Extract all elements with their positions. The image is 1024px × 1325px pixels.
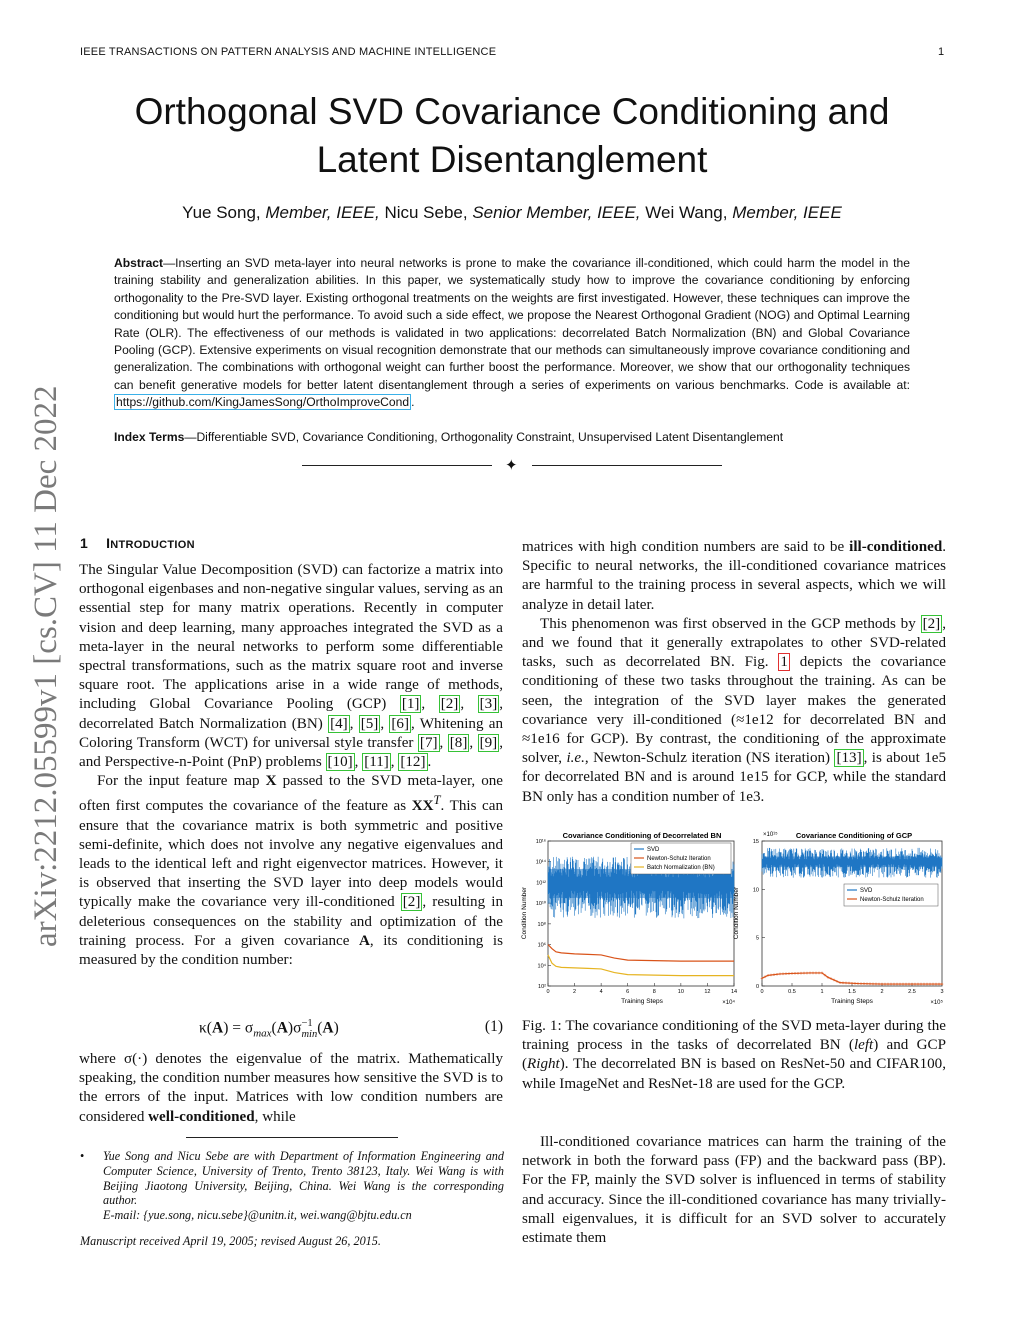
citation-link[interactable]: [13] [836,750,862,767]
figure-caption [522,1017,946,1094]
italic-text: Right [527,1056,560,1073]
separator-diamond-icon: ✦ [505,456,518,474]
math-run: ( [271,1019,277,1037]
text-run: , and we found that it generally extrapolates to other SVD-related tasks, such as decorrelated BN. Fig. [522,615,946,671]
paragraph-ill-conditioned [522,538,946,615]
paragraph-condition-number [79,1050,503,1127]
bold-term: well-conditioned [148,1108,255,1125]
series-newton-schulz-markers [761,972,944,986]
y-multiplier: ×10¹⁵ [763,832,778,838]
legend-label-ns: Newton-Schulz Iteration [647,856,711,862]
y-tick-label: 10⁴ [537,963,546,970]
x-tick-label: 3 [940,989,944,995]
running-header: IEEE TRANSACTIONS ON PATTERN ANALYSIS AND MACHINE INTELLIGENCE [80,46,497,58]
paragraph-covariance [79,772,503,970]
series-svd-band [762,848,942,878]
separator-line-right [532,465,722,466]
x-tick-label: 0 [546,989,550,995]
x-tick-label: 6 [626,989,630,995]
y-axis-label: Condition Number [733,886,740,940]
math-symbol: A [211,1019,224,1037]
equation-1 [79,1018,503,1040]
bold-term: ill-conditioned [849,539,943,555]
svd-band-core [763,856,941,867]
x-tick-label: 2 [880,989,884,995]
math-run: ) [333,1019,339,1037]
x-tick-label: 4 [599,989,603,995]
x-multiplier: ×10⁵ [930,1000,943,1006]
y-tick-label: 10 [752,887,759,894]
author-3: Wei Wang, [645,203,728,222]
legend-label-bn: Batch Normalization (BN) [647,865,715,871]
legend-label-svd: SVD [860,888,873,894]
math-symbol: A [276,1019,288,1037]
author-1: Yue Song, [182,203,261,222]
x-tick-label: 1 [820,989,824,995]
italic-text: i.e. [566,750,585,767]
paper-title [40,88,984,184]
y-tick-label: 0 [755,984,759,990]
citation-link[interactable]: [4] [330,715,348,732]
paragraph-intro [79,561,503,772]
text-run: , while [254,1108,296,1125]
separator-line-left [302,465,492,466]
index-terms-label: Index Terms [114,430,185,444]
abstract-label: Abstract [114,256,164,270]
x-tick-label: 12 [704,989,711,995]
text-run: , [380,715,390,732]
x-axis [760,983,943,995]
citation-link[interactable]: [12] [400,754,426,771]
text-run: . Specific to neural networks, the ill-conditioned covariance matrices are harmful to the training process in several aspects, which we will analyze in detail later. [522,539,946,613]
text-run: ). The decorrelated BN is based on ResNet-50 and CIFAR100, while ImageNet and ResNet-18 are used for the GCP. [522,1056,946,1092]
text-run: . [427,754,432,771]
y-tick-label: 10¹² [536,880,546,887]
series-batch-norm [548,955,734,976]
text-run: where σ(·) denotes the eigenvalue of the matrix. Mathematically speaking, the condition number measures how sensitive the SVD is to the errors of the input. Matrices with low condition numbers are considered [79,1051,503,1125]
footnote-affiliation: Yue Song and Nicu Sebe are with Department of Information Engineering and Computer Science, University of Trento, Trento 38123, Italy. Wei Wang is with Beijing Jiaotong University, Beijing, China. Wei Wang is the corresponding author. [103,1149,504,1208]
y-tick-label: 10¹⁰ [535,901,546,908]
y-tick-label: 10⁸ [537,921,546,928]
footnote [80,1149,504,1223]
index-terms [114,429,910,446]
chart-gcp [730,831,944,1006]
citation-link[interactable]: [9] [479,734,498,751]
citation-link[interactable]: [2] [440,696,459,713]
left-column [79,561,503,970]
x-tick-label: 1.5 [848,989,856,995]
text-run: , [469,734,478,751]
math-subscript: max [253,1027,272,1040]
text-run: , [390,754,399,771]
title-line-1: Orthogonal SVD Covariance Conditioning and [134,91,890,132]
legend [844,884,938,906]
section-heading [80,535,195,551]
text-run: For the input feature map [97,773,266,790]
math-symbol: X [265,773,277,790]
math-superscript: −1 [301,1018,313,1029]
legend-label-svd: SVD [647,847,660,853]
equation-body [199,1018,339,1040]
citation-link[interactable]: [11] [364,754,389,771]
title-line-2: Latent Disentanglement [316,139,708,180]
x-tick-label: 2 [573,989,577,995]
ns-marker-path [761,972,944,986]
math-symbol: A [322,1019,334,1037]
text-run: The Singular Value Decomposition (SVD) can factorize a matrix into orthogonal eigenbases and non-negative singular values, serving as an essential step for many matrix operations. Recently in computer vision and deep learning, many approaches integrated the SVD as a meta-layer in the neural networks to perform some differentiable spectral transformations, such as the matrix square root and inverse square root. The applications arise in a wide range of methods, including Global Covariance Pooling (GCP) [79,562,503,713]
citation-link[interactable]: [3] [479,696,498,713]
right-column [522,538,946,807]
index-terms-text: —Differentiable SVD, Covariance Conditioning, Orthogonality Constraint, Unsupervised Latent Disentanglement [184,430,784,444]
text-run: , [439,734,448,751]
arxiv-stamp: arXiv:2212.05599v1 [cs.CV] 11 Dec 2022 [28,385,64,947]
footnote-bullet: • [80,1149,85,1163]
x-axis [546,983,737,995]
math-subscript: min [301,1029,318,1040]
x-tick-label: 0.5 [788,989,796,995]
x-tick-label: 2.5 [908,989,916,995]
section-title-initial: I [106,535,111,551]
legend [631,843,731,874]
author-1-role: Member, IEEE, [265,203,380,222]
text-run: depicts the covariance conditioning of these two tasks throughout the training. As can be seen, the integration of the SVD layer makes the generated covariance very ill-conditioned (≈1e12 for decorrelated BN and ≈1e16 for GCP). By contrast, the conditioning of the approximate solver, [522,654,946,767]
x-tick-label: 0 [760,989,764,995]
x-multiplier: ×10⁴ [722,1000,735,1006]
y-tick-label: 5 [755,935,759,942]
figure-link[interactable]: 1 [780,654,788,671]
math-symbol: A [358,932,370,949]
citation-link[interactable]: [1] [401,696,420,713]
math-run: ( [317,1019,323,1037]
citation-link[interactable]: [2] [922,615,941,632]
chart-decorrelated-bn [521,831,737,1006]
text-run: , resulting in deleterious consequences on the stability and optimization of the training process. For a given covariance [79,894,503,949]
author-list [40,203,984,223]
right-column-bottom [522,1133,946,1248]
text-run: Fig. 1: The covariance conditioning of the SVD meta-layer during the training process in the tasks of decorrelated BN ( [522,1018,946,1054]
text-run: matrices with high condition numbers are said to be [522,539,850,555]
text-run: . This can ensure that the covariance matrix is both symmetric and positive semi-definite, which does not involve any negative eigenvalues and leads to the identical left and right eigenvector matrices. However, it is observed that inserting the SVD layer into deep models would typically make the covariance very ill-conditioned [79,798,503,911]
footnote-email: E-mail: {yue.song, nicu.sebe}@unitn.it, wei.wang@bjtu.edu.cn [103,1208,412,1223]
math-symbol: XX [411,798,434,815]
text-run: This phenomenon was first observed in the GCP methods by [540,615,921,632]
figure-1 [522,828,946,1008]
text-run: , is about 1e5 for decorrelated BN and is around 1e15 for GCP, while the standard BN only has a condition number of 1e3. [522,750,946,805]
math-superscript: T [433,793,441,808]
x-tick-label: 8 [652,989,656,995]
y-axis-label: Condition Number [521,886,528,940]
citation-link[interactable]: [2] [402,894,421,911]
paragraph-phenomenon [522,615,946,807]
equation-number: (1) [484,1018,503,1035]
math-run: ) = σ [223,1019,254,1037]
x-axis-label: Training Steps [621,998,663,1005]
text-run: , [460,696,478,713]
citation-link[interactable]: [5] [360,715,379,732]
math-run: )σ [287,1019,302,1037]
citation-link[interactable]: [8] [449,734,468,751]
manuscript-note: Manuscript received April 19, 2005; revised August 26, 2015. [80,1234,381,1248]
text-run: , Newton-Schulz iteration (NS iteration) [584,750,835,767]
y-tick-label: 15 [752,839,759,845]
x-axis-label: Training Steps [831,998,873,1005]
text-run: , and Perspective-n-Point (PnP) problems [79,734,503,771]
chart-title: Covariance Conditioning of GCP [795,831,913,840]
text-run: ) and GCP ( [522,1037,946,1073]
text-run: , [354,754,363,771]
series-newton-schulz [548,945,734,962]
abstract-text: —Inserting an SVD meta-layer into neural networks is prone to make the covariance ill-conditioned, which could harm the model in the training stability and generalization abilities. In this paper, we systematically study how to improve the covariance conditioning by enforcing orthogonality to the Pre-SVD layer. Existing orthogonal treatments on the weights are first investigated. However, these techniques can improve the conditioning but would hurt the performance. To avoid such a side effect, we propose the Nearest Orthogonal Gradient (NOG) and Optimal Learning Rate (OLR). The effectiveness of our methods is validated in two applications: decorrelated Batch Normalization (BN) and Global Covariance Pooling (GCP). Extensive experiments on visual recognition demonstrate that our methods can simultaneously improve covariance conditioning and generalization. The combinations with orthogonal weight can further boost the performance. Moreover, we show that our orthogonality techniques can benefit generative models for better latent disentanglement through a series of experiments on various benchmarks. Code is available at: [114,256,910,392]
text-run: , [421,696,439,713]
math-run: κ( [199,1019,212,1037]
text-run: , [349,715,359,732]
legend-label-ns: Newton-Schulz Iteration [860,897,924,903]
abstract-end: . [411,395,415,410]
y-tick-label: 10¹⁶ [535,839,546,845]
code-link[interactable]: https://github.com/KingJamesSong/OrthoImproveCond [116,395,410,410]
x-tick-label: 10 [677,989,684,995]
section-title-rest: NTRODUCTION [110,539,195,551]
author-2: Nicu Sebe, [384,203,468,222]
y-tick-label: 10⁶ [537,942,546,949]
x-tick-label: 14 [730,989,738,995]
text-run: passed to the SVD meta-layer, one often first computes the covariance of the feature as [79,773,503,815]
paragraph-harm: Ill-conditioned covariance matrices can harm the training of the network in both the forward pass (FP) and the backward pass (BP). For the FP, mainly the SVD solver is influenced in terms of stability and accuracy. Since the ill-conditioned covariance has many trivially-small eigenvalues, it is difficult for an SVD solver to accurately estimate them [522,1134,946,1247]
text-run: , Whitening an Coloring Transform (WCT) for universal style transfer [79,715,504,751]
footnote-rule [186,1137,398,1138]
footnote-body [103,1149,504,1223]
abstract [114,255,910,412]
citation-link[interactable]: [10] [327,754,353,771]
y-tick-label: 10² [538,984,546,990]
author-3-role: Member, IEEE [732,203,842,222]
math-script [301,1018,317,1040]
text-run: , decorrelated Batch Normalization (BN) [79,696,504,732]
y-tick-label: 10¹⁴ [535,859,546,866]
citation-link[interactable]: [6] [391,715,409,732]
page-number: 1 [938,46,945,58]
y-axis [536,838,551,990]
chart-title: Covariance Conditioning of Decorrelated BN [562,831,722,840]
author-2-role: Senior Member, IEEE, [472,203,641,222]
left-column-bottom [79,1050,503,1127]
text-run: , its conditioning is measured by the condition number: [79,932,503,969]
italic-text: left [853,1037,874,1054]
section-number: 1 [80,535,89,551]
citation-link[interactable]: [7] [419,734,438,751]
